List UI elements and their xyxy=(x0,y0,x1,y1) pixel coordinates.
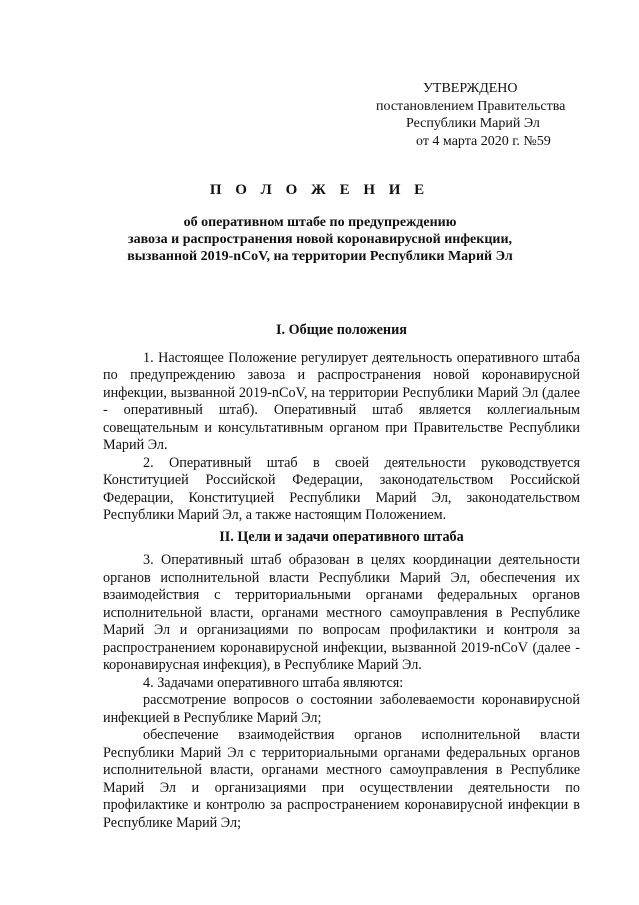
paragraph-2: 2. Оперативный штаб в своей деятельности руководствуется Конституцией Российской Федерации, законодательством Российской Федерации, Конституцией Республики Марий Эл, законодательством Республики Марий Эл, а также настоящим Положением. xyxy=(103,454,580,523)
document-subtitle xyxy=(80,214,560,265)
paragraph-4: 4. Задачами оперативного штаба являются: xyxy=(143,674,404,691)
approval-stamp xyxy=(376,80,586,150)
paragraph-6: обеспечение взаимодействия органов исполнительной власти Республики Марий Эл с территориальными органами федеральных органов исполнительной власти, органами местного самоуправления в Республике Марий Эл и организациями при осуществлении деятельности по профилактике и контролю за распространением коронавирусной инфекции в Республике Марий Эл; xyxy=(103,727,580,831)
document-title: П О Л О Ж Е Н И Е xyxy=(209,182,430,198)
paragraph-5: рассмотрение вопросов о состоянии заболеваемости коронавирусной инфекцией в Республике Марий Эл; xyxy=(103,692,580,726)
approval-heading: УТВЕРЖДЕНО xyxy=(423,81,518,96)
paragraph-3: 3. Оперативный штаб образован в целях координации деятельности органов исполнительной власти Республики Марий Эл, обеспечения их взаимодействия с территориальными органами федеральных органов исполнительной власти, органами местного самоуправления в Республике Марий Эл и организациями по вопросам профилактики и контроля за распространением коронавирусной инфекции, вызванной 2019-nCoV (далее - коронавирусная инфекция), в Республике Марий Эл. xyxy=(103,552,580,673)
subtitle-line: об оперативном штабе по предупреждению xyxy=(183,215,457,230)
section-heading-general: I. Общие положения xyxy=(276,322,407,338)
document-body xyxy=(103,322,580,832)
approval-republic: Республики Марий Эл xyxy=(406,116,540,131)
approval-resolution: постановлением Правительства xyxy=(376,98,566,114)
approval-date-number: от 4 марта 2020 г. №59 xyxy=(416,133,551,149)
section-heading-goals: II. Цели и задачи оперативного штаба xyxy=(219,528,464,545)
subtitle-line: вызванной 2019-nCoV, на территории Республики Марий Эл xyxy=(127,249,513,264)
subtitle-line: завоза и распространения новой коронавирусной инфекции, xyxy=(127,232,513,247)
paragraph-1: 1. Настоящее Положение регулирует деятельность оперативного штаба по предупреждению завоза и распространения новой коронавирусной инфекции, вызванной 2019-nCoV, на территории Республики Марий Эл (далее - оперативный штаб). Оперативный штаб является коллегиальным совещательным и консультативным органом при Правительстве Республики Марий Эл. xyxy=(103,349,580,453)
